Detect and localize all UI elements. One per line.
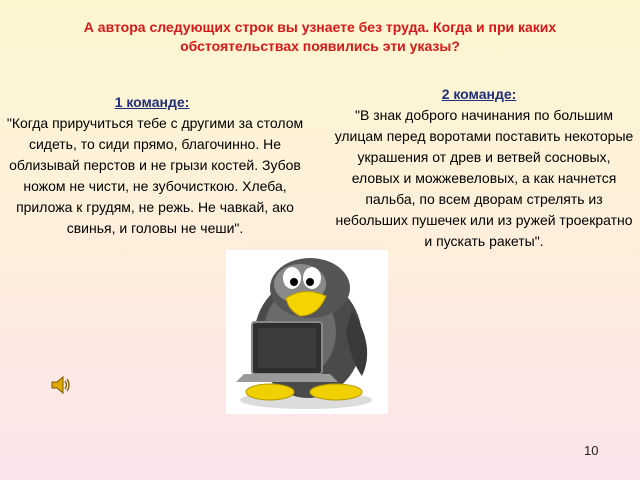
team2-heading: 2 команде: — [441, 86, 517, 102]
speaker-icon[interactable] — [50, 375, 72, 395]
team2-block — [332, 84, 636, 252]
penguin-laptop-icon — [226, 250, 388, 414]
team1-block — [2, 92, 308, 239]
page-number: 10 — [584, 443, 599, 458]
team2-text: "В знак доброго начинания по большим улицам перед воротами поставить некоторые украшения от древ и ветвей сосновых, еловых и можжевеловых, а как начнется пальба, по всем дворам стрелять из небольших пушечек или из ружей троекратно и пускать ракеты". — [334, 107, 634, 249]
team1-text: "Когда приручиться тебе с другими за столом сидеть, то сиди прямо, благочинно. Не облизывай перстов и не грызи костей. Зубов ножом не чисти, не зубочисткою. Хлеба, приложа к грудям, не режь. Не чавкай, ако свинья, и головы не чеши". — [6, 115, 304, 236]
team1-heading: 1 команде: — [114, 94, 190, 110]
slide-title: А автора следующих строк вы узнаете без труда. Когда и при каких обстоятельствах появились эти указы? — [83, 19, 557, 54]
